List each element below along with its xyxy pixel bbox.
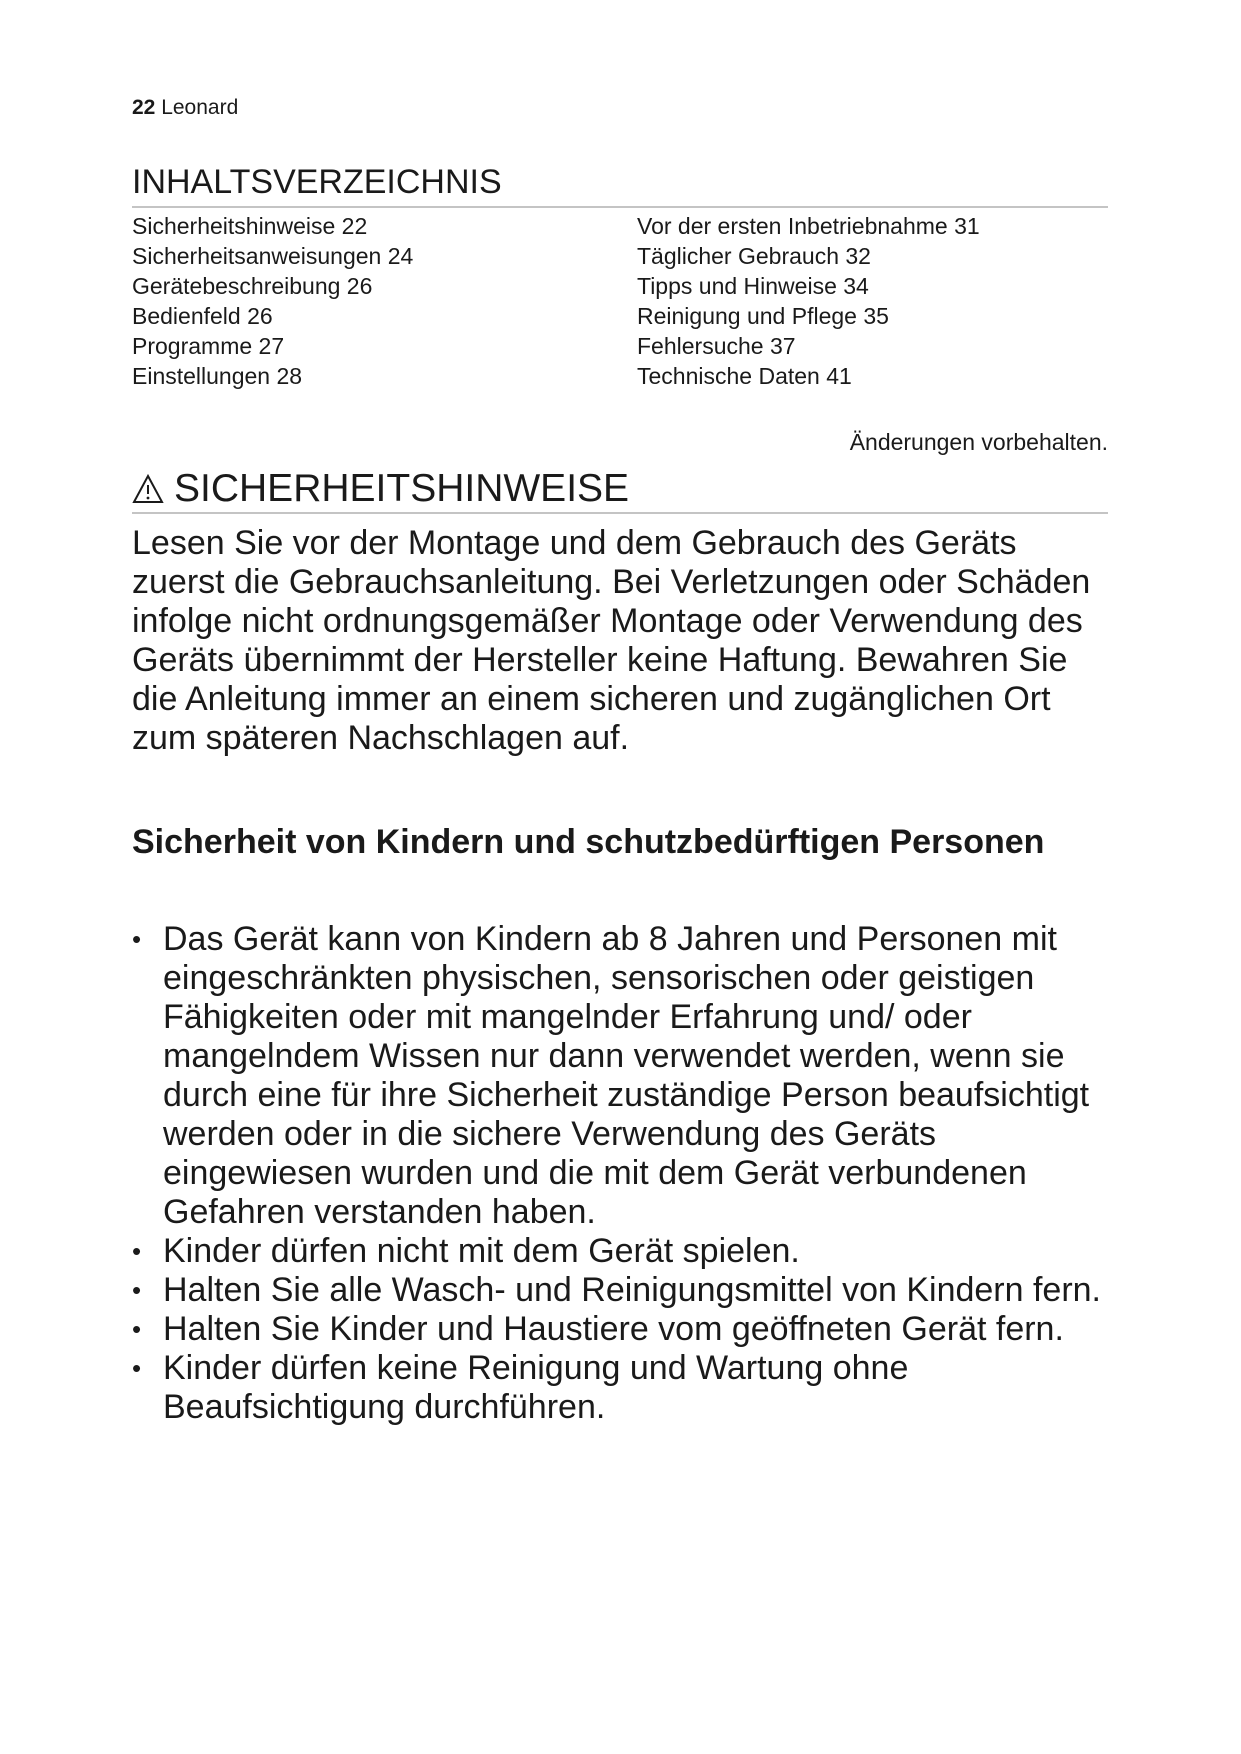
brand-name: Leonard bbox=[161, 96, 239, 119]
bullet-icon: • bbox=[132, 924, 142, 954]
toc-left-column bbox=[132, 211, 413, 391]
toc-entry: Reinigung und Pflege 35 bbox=[637, 303, 889, 329]
toc-right-column bbox=[637, 211, 980, 391]
toc-entry: Tipps und Hinweise 34 bbox=[637, 273, 869, 299]
toc-entry: Sicherheitshinweise 22 bbox=[132, 213, 368, 239]
toc-title: INHALTSVERZEICHNIS bbox=[132, 163, 502, 201]
warning-triangle-icon bbox=[132, 474, 164, 504]
toc-entry: Einstellungen 28 bbox=[132, 363, 303, 389]
toc-entry: Täglicher Gebrauch 32 bbox=[637, 243, 871, 269]
safety-intro-paragraph: Lesen Sie vor der Montage und dem Gebrauch des Geräts zuerst die Gebrauchsanleitung. Bei Verletzungen oder Schäden infolge nicht ordnungsgemäßer Montage oder Verwendung des Geräts übernimmt der Hersteller keine Haftung. Bewahren Sie die Anleitung immer an einem sicheren und zugänglichen Ort zum späteren Nachschlagen auf. bbox=[132, 524, 1091, 757]
toc-entry: Technische Daten 41 bbox=[637, 363, 852, 389]
list-item: • Kinder dürfen keine Reinigung und Wartung ohne Beaufsichtigung durchführen. bbox=[132, 1349, 909, 1426]
toc-entry: Vor der ersten Inbetriebnahme 31 bbox=[637, 213, 980, 239]
safety-divider bbox=[132, 512, 1108, 514]
bullet-icon: • bbox=[132, 1275, 142, 1305]
toc-entry: Gerätebeschreibung 26 bbox=[132, 273, 373, 299]
safety-title: SICHERHEITSHINWEISE bbox=[174, 467, 630, 510]
list-item: • Das Gerät kann von Kindern ab 8 Jahren und Personen mit eingeschränkten physischen, sensorischen oder geistigen Fähigkeiten oder mit mangelnder Erfahrung und/ oder mangelndem Wissen nur dann verwendet werden, wenn sie durch eine für ihre Sicherheit zuständige Person beaufsichtigt werden oder in die sichere Verwendung des Geräts eingewiesen wurden und die mit dem Gerät verbundenen Gefahren verstanden haben. bbox=[132, 920, 1090, 1231]
toc-entry: Fehlersuche 37 bbox=[637, 333, 796, 359]
children-safety-heading: Sicherheit von Kindern und schutzbedürftigen Personen bbox=[132, 823, 1045, 861]
bullet-icon: • bbox=[132, 1314, 142, 1344]
page-header bbox=[132, 96, 238, 120]
toc-divider bbox=[132, 206, 1108, 208]
changes-notice: Änderungen vorbehalten. bbox=[849, 429, 1108, 455]
toc-entry: Programme 27 bbox=[132, 333, 285, 359]
toc-entry: Bedienfeld 26 bbox=[132, 303, 273, 329]
list-item: • Kinder dürfen nicht mit dem Gerät spielen. bbox=[132, 1232, 800, 1270]
toc-entry: Sicherheitsanweisungen 24 bbox=[132, 243, 414, 269]
bullet-icon: • bbox=[132, 1236, 142, 1266]
children-safety-list bbox=[132, 920, 1112, 1427]
list-item: • Halten Sie Kinder und Haustiere vom geöffneten Gerät fern. bbox=[132, 1310, 1064, 1348]
bullet-icon: • bbox=[132, 1353, 142, 1383]
list-item: • Halten Sie alle Wasch- und Reinigungsmittel von Kindern fern. bbox=[132, 1271, 1102, 1309]
safety-heading bbox=[132, 466, 629, 512]
page-number: 22 bbox=[132, 96, 156, 119]
